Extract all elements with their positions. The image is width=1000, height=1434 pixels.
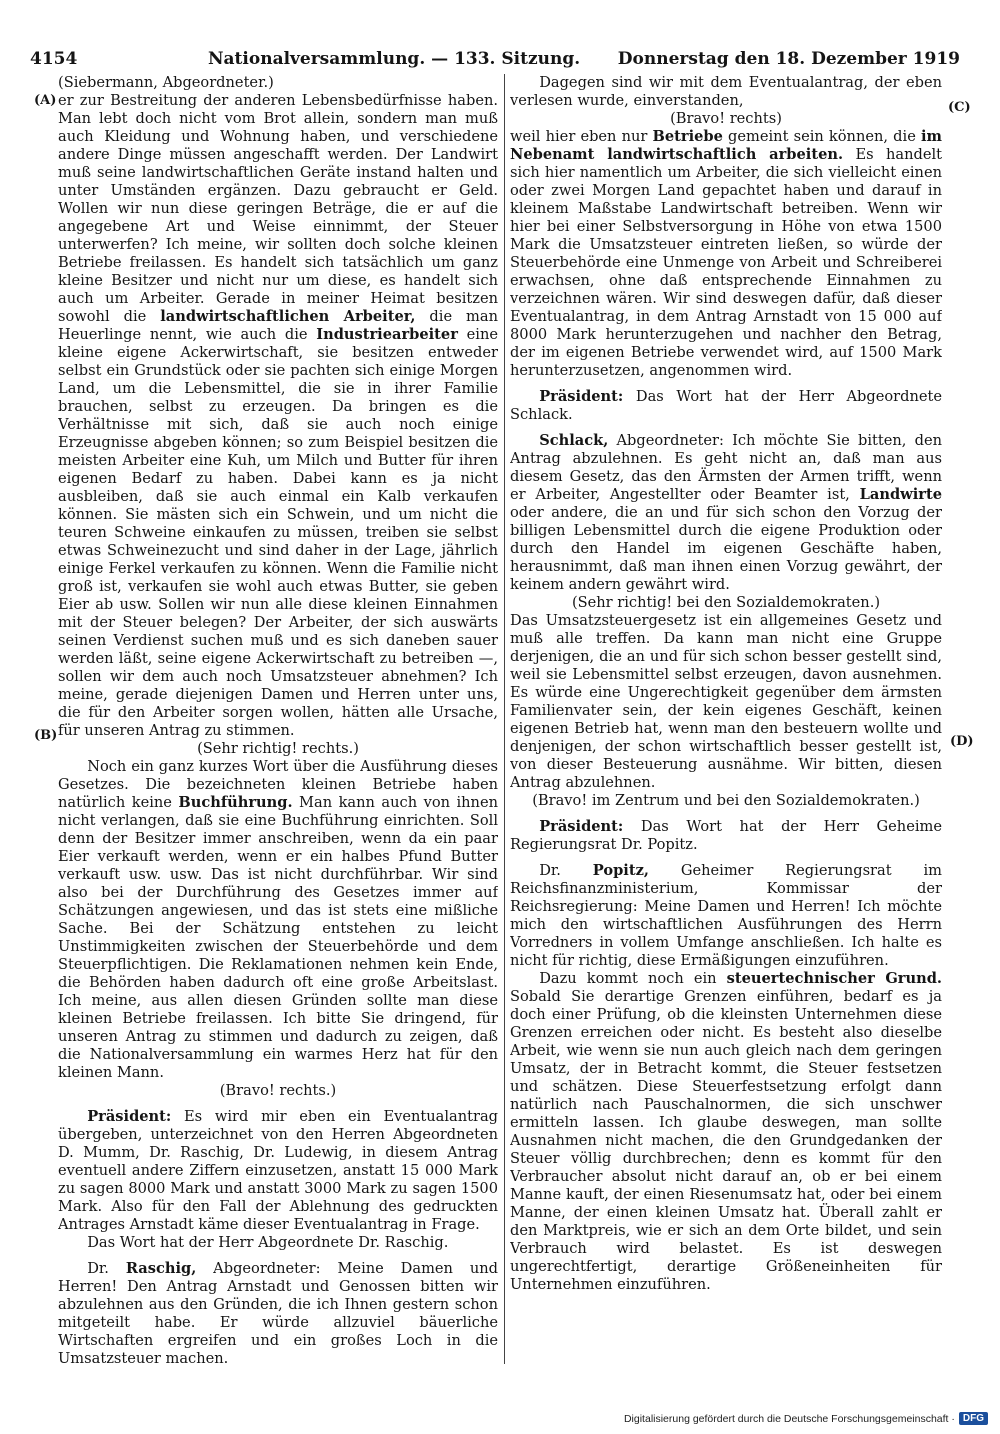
interjection: (Bravo! rechts): [670, 110, 782, 127]
speaker-name: Raschig,: [125, 1260, 197, 1277]
header-date: Donnerstag den 18. Dezember 1919: [617, 49, 960, 69]
interjection: (Bravo! rechts.): [219, 1082, 337, 1099]
paragraph: [58, 92, 498, 740]
paragraph: [510, 970, 942, 1294]
text-run: Dr.: [539, 862, 593, 879]
margin-marker-b: (B): [34, 728, 58, 743]
paragraph: [510, 432, 942, 594]
text-run: oder andere, die an und für sich schon den Vorzug der billigen Lebensmittel durch die eigene Produktion oder durch den Handel im eigenen Geschäfte haben, herausnimmt, daß man ihnen einen Vorzug gewährt, der keinem andern gewährt wird.: [510, 504, 942, 593]
text-run: Abgeordneter: Meine Damen und Herren! Den Antrag Arnstadt und Genossen bitten wir abzulehnen aus den Gründen, die ich Ihnen gestern schon mitgeteilt habe. Er würde allzuviel bäuerliche Wirtschaften ergreifen und ein großes Loch in die Umsatzsteuer machen.: [58, 1260, 498, 1367]
text-run: Abgeordneter: Ich möchte Sie bitten, den Antrag abzulehnen. Es geht nicht an, daß man aus diesem Gesetz, das den Ärmsten der Armen trifft, wenn er Arbeiter, Angestellter oder Beamter ist,: [510, 432, 942, 503]
text-run: Das Wort hat der Herr Abgeordnete Schlack.: [510, 388, 942, 423]
interjection: (Sehr richtig! rechts.): [197, 740, 359, 757]
text-run: er zur Bestreitung der anderen Lebensbedürfnisse haben. Man lebt doch nicht vom Brot allein, sondern man muß auch Kleidung und Wohnung haben, und verschiedene andere Dinge müssen angeschafft werden. Der Landwirt muß seine landwirtschaftlichen Geräte instand halten und unter Umständen ergänzen. Dazu gebraucht er Geld. Wollen wir nun diese geringen Beträge, die er auf die angegebene Art und Weise einnimmt, der Steuer unterwerfen? Ich meine, wir sollten doch solche kleinen Betriebe freilassen. Es handelt sich tatsächlich um ganz kleine Besitzer und nicht nur um diese, es handelt sich auch um Arbeiter. Gerade in meiner Heimat besitzen sowohl die: [58, 92, 498, 325]
dfg-logo: DFG: [959, 1412, 988, 1425]
text-run: Man kann auch von ihnen nicht verlangen, daß sie eine Buchführung einrichten. Soll denn der Besitzer immer anschreiben, wenn da ein paar Eier verkauft werden, wenn er ein halbes Pfund Butter verkauft usw. usw. Das ist nicht durchführbar. Wir sind also bei der Durchführung des Gesetzes immer auf Schätzungen angewiesen, und das ist stets eine mißliche Sache. Bei der Schätzung entstehen zu leicht Unstimmigkeiten zwischen der Steuerbehörde und dem Steuerpflichtigen. Die Reklamationen nehmen kein Ende, die Behörden haben dadurch oft eine große Arbeitslast. Ich meine, aus allen diesen Gründen sollte man diese kleinen Betriebe freilassen. Ich bitte Sie dringend, für unseren Antrag zu stimmen und dadurch zu zeigen, daß die Nationalversammlung ein warmes Herz hat für den kleinen Mann.: [58, 794, 498, 1081]
text-run: Es wird mir eben ein Eventualantrag übergeben, unterzeichnet von den Herren Abgeordneten D. Mumm, Dr. Raschig, Dr. Ludewig, in diesem Antrag eventuell andere Ziffern einzusetzen, anstatt 15 000 Mark zu sagen 8000 Mark und anstatt 3000 Mark zu sagen 1500 Mark. Also für den Fall der Ablehnung des gedruckten Antrages Arnstadt käme dieser Eventualantrag in Frage.: [58, 1108, 498, 1233]
speaker-reference: (Siebermann, Abgeordneter.): [58, 74, 274, 91]
text-run: Das Wort hat der Herr Geheime Regierungsrat Dr. Popitz.: [510, 818, 942, 853]
margin-marker-c: (C): [948, 100, 971, 115]
paragraph: [58, 1108, 498, 1234]
text-run: weil hier eben nur: [510, 128, 653, 145]
text-run: Noch ein ganz kurzes Wort über die Ausführung dieses Gesetzes. Die bezeichneten kleinen Betriebe haben natürlich keine: [58, 758, 498, 811]
interjection: (Sehr richtig! bei den Sozialdemokraten.): [571, 594, 881, 611]
paragraph: [58, 1260, 498, 1368]
text-run: eine kleine eigene Ackerwirtschaft, sie besitzen entweder selbst ein Grundstück oder sie pachten sich einige Morgen Land, um die Lebensmittel, die sie in ihrer Familie brauchen, selbst zu erzeugen. Da bringen es die Verhältnisse mit sich, daß sie auch noch einige Erzeugnisse abgeben können; so zum Beispiel besitzen die meisten Arbeiter eine Kuh, um Milch und Butter für ihren eigenen Bedarf zu haben. Dabei kann es ja nicht ausbleiben, daß sie auch einmal ein Kalb verkaufen können. Sie mästen sich ein Schwein, und um nicht die teuren Schweine einkaufen zu müssen, treiben sie selbst etwas Schweinezucht und sind daher in der Lage, jährlich einige Ferkel verkaufen zu können. Wenn die Familie nicht groß ist, verkaufen sie wohl auch etwas Butter, sie geben Eier ab usw. Sollen wir nun alle diese kleinen Einnahmen mit der Steuer belegen? Der Arbeiter, der sich auswärts seinen Verdienst suchen muß und es sich daneben sauer werden läßt, seine eigene Ackerwirtschaft zu betreiben —, sollen wir dem auch noch Umsatzsteuer abnehmen? Ich meine, gerade diejenigen Damen und Herren unter uns, die für den Arbeiter sorgen wollen, hätten alle Ursache, für unseren Antrag zu stimmen.: [58, 326, 498, 739]
column-divider: [504, 74, 505, 1364]
text-run: Sobald Sie derartige Grenzen einführen, bedarf es ja doch einer Prüfung, ob die kleinsten Unternehmen diese Grenzen erreichen oder nicht. Es besteht also dieselbe Arbeit, wie wenn sie nun auch gleich nach dem geringen Umsatz, der in Betracht kommt, die Steuer festsetzen und schätzen. Diese Steuerfestsetzung erfolgt dann natürlich nach Pauschalnormen, die sich unschwer ermitteln lassen. Ich glaube deswegen, man sollte Ausnahmen nicht machen, die den Grundgedanken der Steuer völlig durchbrechen; denn es kommt für den Verbraucher absolut nicht darauf an, ob er bei einem Manne kauft, der einen Riesenumsatz hat, oder bei einem Manne, der einen kleinen Umsatz hat. Überall zahlt er den Marktpreis, wie er sich an dem Orte bildet, und sein Verbrauch wird belastet. Es ist deswegen ungerechtfertigt, derartige Größeneinheiten für Unternehmen einzuführen.: [510, 988, 942, 1293]
bold-term: im Nebenamt landwirtschaftlich arbeiten.: [510, 128, 942, 163]
right-column: [510, 74, 942, 1374]
text-run: Dr.: [87, 1260, 126, 1277]
left-column: [58, 74, 498, 1374]
speaker-name: Schlack,: [539, 432, 609, 449]
paragraph: [510, 818, 942, 854]
paragraph: [510, 388, 942, 424]
speaker-name: Präsident:: [539, 818, 624, 835]
paragraph: Dagegen sind wir mit dem Eventualantrag, der eben verlesen wurde, einverstanden,: [510, 74, 942, 109]
paragraph: [58, 758, 498, 1082]
bold-term: Buchführung.: [178, 794, 293, 811]
text-run: Dazu kommt noch ein: [539, 970, 727, 987]
page-number: 4154: [30, 49, 78, 69]
page-header: [30, 44, 960, 74]
text-run: die man Heuerlinge nennt, wie auch die: [58, 308, 498, 343]
text-run: gemeint sein können, die: [722, 128, 921, 145]
margin-marker-a: (A): [34, 93, 57, 108]
margin-marker-d: (D): [950, 734, 974, 749]
bold-term: Landwirte: [859, 486, 942, 503]
bold-term: Betriebe: [652, 128, 723, 145]
paragraph: [510, 128, 942, 380]
bold-term: landwirtschaftlichen Arbeiter,: [160, 308, 416, 325]
speaker-name: Präsident:: [87, 1108, 172, 1125]
paragraph: [510, 862, 942, 970]
paragraph: Das Wort hat der Herr Abgeordnete Dr. Raschig.: [87, 1234, 449, 1251]
digitization-footer: [624, 1412, 988, 1425]
footer-credit: Digitalisierung gefördert durch die Deutsche Forschungsgemeinschaft ·: [623, 1412, 955, 1425]
text-run: Es handelt sich hier namentlich um Arbeiter, die sich vielleicht einen oder zwei Morgen Land gepachtet haben und darauf in kleinem Maßstabe Landwirtschaft betreiben. Wenn wir hier bei einer Selbstversorgung in Höhe von etwa 1500 Mark die Umsatzsteuer eintreten ließen, so würde der Steuerbehörde eine Unmenge von Arbeit und Schreiberei erwachsen, ohne daß entsprechende Einnahmen zu verzeichnen wären. Wir sind deswegen dafür, daß dieser Eventualantrag, in dem Antrag Arnstadt von 15 000 auf 8000 Mark herunterzugehen und nachher den Betrag, der im eigenen Betriebe verwendet wird, auf 1500 Mark herunterzusetzen, angenommen wird.: [510, 146, 942, 379]
text-run: Geheimer Regierungsrat im Reichsfinanzministerium, Kommissar der Reichsregierung: Meine Damen und Herren! Ich möchte mich den wirtschaftlichen Ausführungen des Herrn Vorredners in vollem Umfange anschließen. Ich halte es nicht für richtig, diese Ermäßigungen einzuführen.: [510, 862, 942, 969]
paragraph: Das Umsatzsteuergesetz ist ein allgemeines Gesetz und muß alle treffen. Da kann man nicht eine Gruppe derjenigen, die an und für sich schon besser gestellt sind, weil sie Lebensmittel selbst erzeugen, davon ausnehmen. Es würde eine Ungerechtigkeit gegenüber dem ärmsten Familienvater sein, der kein eigenes Geschäft, keinen eigenen Betrieb hat, wenn man den besteuern wollte und denjenigen, der schon wirtschaftlich besser gestellt ist, von dieser Besteuerung ausnähme. Wir bitten, diesen Antrag abzulehnen.: [510, 612, 942, 791]
bold-term: Industriearbeiter: [316, 326, 458, 343]
bold-term: steuertechnischer Grund.: [726, 970, 942, 987]
speaker-name: Präsident:: [539, 388, 624, 405]
speaker-name: Popitz,: [592, 862, 649, 879]
interjection: (Bravo! im Zentrum und bei den Sozialdemokraten.): [532, 792, 920, 809]
header-title: Nationalversammlung. — 133. Sitzung.: [208, 49, 581, 69]
